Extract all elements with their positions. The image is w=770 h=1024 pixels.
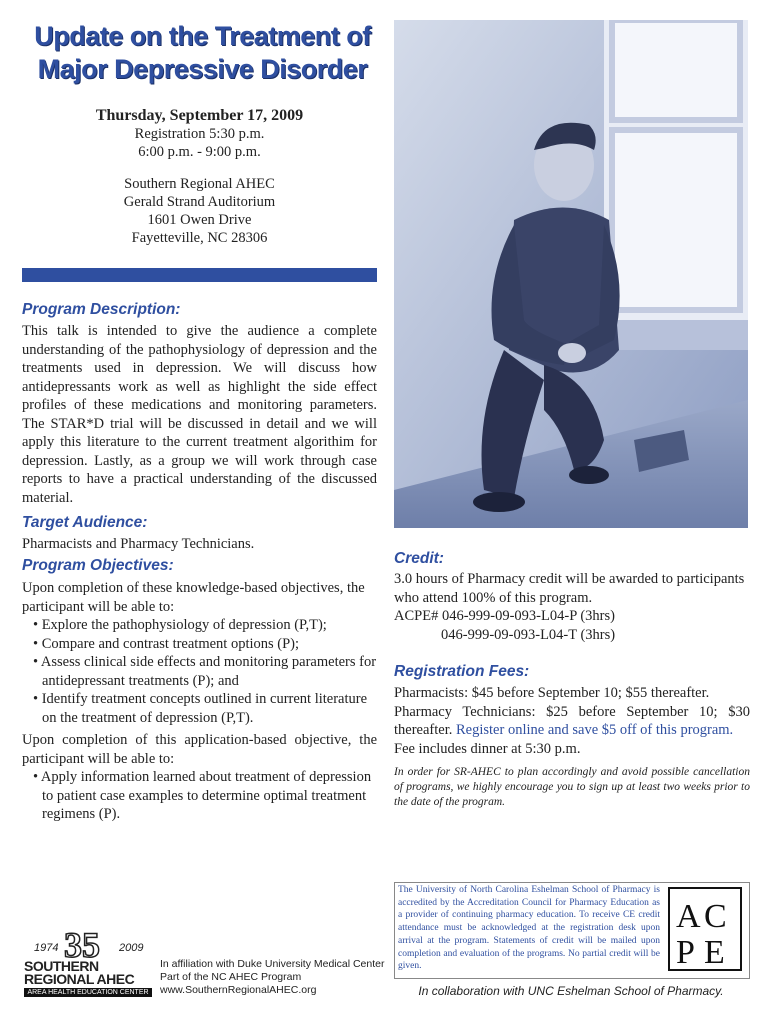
objectives-intro-2: Upon completion of this application-based objective, the participant will be able to: xyxy=(22,732,377,767)
southern-regional-ahec-logo xyxy=(24,924,154,1002)
venue-line-1: Southern Regional AHEC xyxy=(124,176,275,192)
event-date: Thursday, September 17, 2009 xyxy=(95,107,304,124)
logo-35: 35 xyxy=(64,925,100,965)
credit-heading: Credit: xyxy=(394,550,444,567)
objective-item: • Identify treatment concepts outlined in current literature on the treatment of depression (P,T). xyxy=(33,691,368,726)
target-audience-text: Pharmacists and Pharmacy Technicians. xyxy=(22,536,255,552)
objective-item: • Assess clinical side effects and monitoring parameters for antidepressant treatments (P); and xyxy=(33,654,377,689)
acpe-logo xyxy=(668,887,742,971)
affiliation-line-1: In affiliation with Duke University Medical Center xyxy=(160,958,385,970)
program-description-heading: Program Description: xyxy=(22,301,181,318)
affiliation-block xyxy=(160,958,384,997)
venue-line-3: 1601 Owen Drive xyxy=(147,212,252,228)
logo-wordmark xyxy=(24,960,134,986)
objective-item: • Apply information learned about treatment of depression to patient case examples to determine optimal treatment regimens (P). xyxy=(33,769,372,822)
acpe-number-p: ACPE# 046-999-09-093-L04-P (3hrs) xyxy=(394,608,615,624)
registration-time: Registration 5:30 p.m. xyxy=(134,126,265,142)
objectives-intro-1: Upon completion of these knowledge-based objectives, the participant will be able to: xyxy=(22,580,365,615)
venue-line-4: Fayetteville, NC 28306 xyxy=(131,230,268,246)
program-description-text: This talk is intended to give the audience a complete understanding of the pathophysiology of depression and the treatments used in depression. We will discuss how antidepressants work as well as highlight the side effect profiles of these medications and monitoring parameters. The STAR*D trial will be discussed in detail and we will apply this literature to the current treatment algorithim for depression. Lastly, as a group we will work through case reports to have a practical understanding of the discussed material. xyxy=(22,323,377,506)
svg-text:P: P xyxy=(676,934,695,969)
registration-fees-heading: Registration Fees: xyxy=(394,663,530,680)
objectives-list-2 xyxy=(22,768,377,824)
fee-technicians: Pharmacy Technicians: $25 before September 10; $30 thereafter. xyxy=(394,703,750,738)
photo-illustration xyxy=(394,20,748,528)
svg-text:E: E xyxy=(704,934,725,969)
logo-line-3: AREA HEALTH EDUCATION CENTER xyxy=(24,988,152,997)
fees-block xyxy=(394,684,750,758)
objectives-block xyxy=(22,579,377,824)
program-objectives-heading: Program Objectives: xyxy=(22,557,174,574)
collaboration-note: In collaboration with UNC Eshelman School of Pharmacy. xyxy=(418,984,724,998)
credit-block xyxy=(394,570,750,644)
logo-line-1: SOUTHERN xyxy=(24,958,99,974)
fee-technicians-block xyxy=(394,703,750,740)
acpe-logo-mark xyxy=(670,889,740,969)
credit-text: 3.0 hours of Pharmacy credit will be awarded to participants who attend 100% of this program. xyxy=(394,571,745,606)
title-line-2: Major Depressive Disorder xyxy=(37,54,368,84)
svg-text:A: A xyxy=(676,898,701,935)
event-details xyxy=(22,107,377,247)
logo-line-2: REGIONAL AHEC xyxy=(24,971,135,987)
acpe-statement: The University of North Carolina Eshelman School of Pharmacy is accredited by the Accreditation Council for Pharmacy Education as a provider of continuing pharmacy education. To receive CE credit attendance must be acknowledged at the registration desk upon arrival at the program. Statements of credit will be mailed upon completion and evaluation of the programs. No partial credit will be given. xyxy=(398,885,660,972)
venue-line-2: Gerald Strand Auditorium xyxy=(123,194,276,210)
acpe-number-t: 046-999-09-093-L04-T (3hrs) xyxy=(441,626,616,643)
objective-item: • Compare and contrast treatment options (P); xyxy=(33,635,300,652)
register-online-link[interactable]: Register online and save $5 off of this program. xyxy=(456,722,734,738)
target-audience-heading: Target Audience: xyxy=(22,514,148,531)
website-link[interactable]: www.SouthernRegionalAHEC.org xyxy=(160,984,317,996)
objectives-list-1 xyxy=(22,616,377,727)
svg-text:C: C xyxy=(704,898,727,935)
fee-dinner: Fee includes dinner at 5:30 p.m. xyxy=(394,740,581,757)
registration-note: In order for SR-AHEC to plan accordingly and avoid possible cancellation of programs, we highly encourage you to sign up at least two weeks prior to the date of the program. xyxy=(394,766,750,808)
event-time: 6:00 p.m. - 9:00 p.m. xyxy=(138,144,261,160)
affiliation-line-2: Part of the NC AHEC Program xyxy=(160,971,302,983)
man-sitting-by-window-photo xyxy=(394,20,748,528)
title-line-1: Update on the Treatment of xyxy=(34,21,371,51)
objective-item: • Explore the pathophysiology of depression (P,T); xyxy=(33,617,327,633)
fee-pharmacists: Pharmacists: $45 before September 10; $55 thereafter. xyxy=(394,685,710,701)
logo-year-start: 1974 xyxy=(34,942,59,954)
divider-bar xyxy=(22,268,377,282)
page-title xyxy=(30,20,375,86)
logo-year-end: 2009 xyxy=(119,942,144,954)
